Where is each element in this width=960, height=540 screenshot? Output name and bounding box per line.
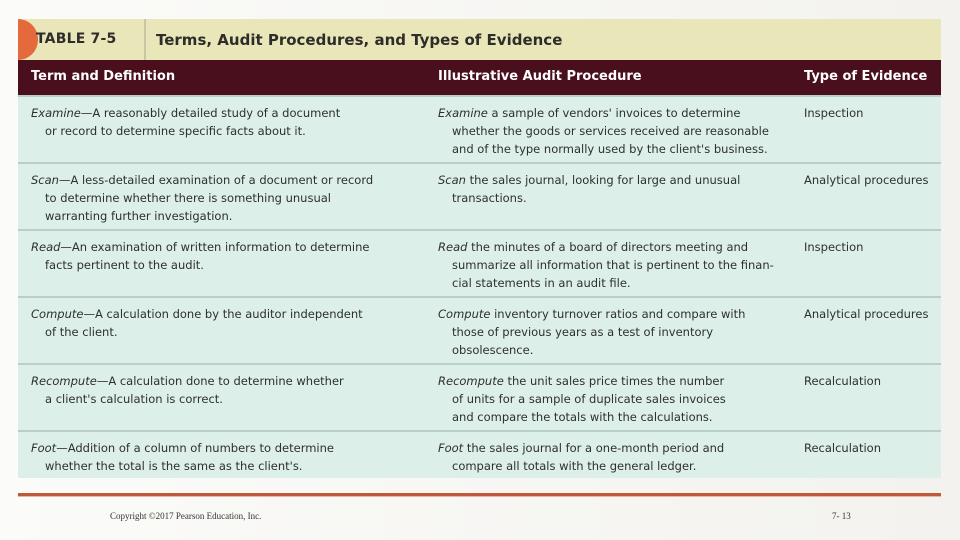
- term-definition-cell-keyword: Compute: [31, 307, 84, 321]
- term-definition-cell-line: a client's calculation is correct.: [45, 392, 223, 406]
- term-definition-cell-keyword: Examine: [31, 106, 81, 120]
- table-row: [18, 162, 941, 229]
- audit-procedure-cell-keyword: Compute: [438, 307, 491, 321]
- audit-procedure-cell-line: [438, 238, 793, 256]
- title-accent-tab: [18, 19, 38, 60]
- header-procedure: Illustrative Audit Procedure: [438, 69, 642, 84]
- audit-procedure-cell-keyword: Read: [438, 240, 468, 254]
- term-definition-cell-line: [31, 439, 426, 457]
- term-definition-cell-text: —An examination of written information to determine: [60, 240, 370, 254]
- footer-divider: [18, 493, 941, 496]
- audit-procedure-cell-keyword: Recompute: [438, 374, 504, 388]
- term-definition-cell-line: or record to determine specific facts about it.: [45, 124, 306, 138]
- audit-procedure-cell-text: the unit sales price times the number: [503, 374, 725, 388]
- audit-procedure-cell-line: summarize all information that is pertinent to the finan-: [452, 258, 774, 272]
- evidence-type-cell: Recalculation: [804, 374, 881, 388]
- table-number: TABLE 7-5: [36, 31, 117, 47]
- audit-procedure-cell-text: the sales journal, looking for large and unusual: [465, 173, 741, 187]
- term-definition-cell-text: —A calculation done by the auditor independent: [83, 307, 363, 321]
- table-title: Terms, Audit Procedures, and Types of Evidence: [156, 31, 563, 49]
- audit-procedure-cell-text: inventory turnover ratios and compare with: [490, 307, 746, 321]
- term-definition-cell-keyword: Recompute: [31, 374, 97, 388]
- audit-procedure-cell-line: compare all totals with the general ledger.: [452, 459, 697, 473]
- evidence-type-cell: Analytical procedures: [804, 173, 929, 187]
- audit-procedure-cell-line: [438, 439, 793, 457]
- audit-procedure-cell-keyword: Foot: [438, 441, 464, 455]
- table-header-row: [18, 60, 941, 95]
- term-definition-cell-text: —A reasonably detailed study of a document: [80, 106, 341, 120]
- copyright-notice: Copyright ©2017 Pearson Education, Inc.: [110, 511, 262, 521]
- audit-procedure-cell-line: transactions.: [452, 191, 527, 205]
- evidence-type-cell: Analytical procedures: [804, 307, 929, 321]
- table-row: [18, 363, 941, 430]
- audit-procedure-cell-line: of units for a sample of duplicate sales invoices: [452, 392, 726, 406]
- audit-procedure-cell-keyword: Examine: [438, 106, 488, 120]
- table-title-bar: [18, 19, 941, 60]
- evidence-type-cell: Inspection: [804, 106, 864, 120]
- audit-procedure-cell-line: obsolescence.: [452, 343, 534, 357]
- term-definition-cell-keyword: Read: [31, 240, 61, 254]
- evidence-type-cell: Inspection: [804, 240, 864, 254]
- term-definition-cell: [31, 305, 426, 341]
- audit-procedure-cell: [438, 439, 793, 475]
- table-row: [18, 229, 941, 296]
- term-definition-cell: [31, 104, 426, 140]
- audit-procedure-cell-keyword: Scan: [438, 173, 466, 187]
- table-row: [18, 430, 941, 478]
- audit-procedure-cell-line: and compare the totals with the calculations.: [452, 410, 713, 424]
- term-definition-cell: [31, 238, 426, 274]
- term-definition-cell-line: [31, 238, 426, 256]
- audit-procedure-cell-line: cial statements in an audit file.: [452, 276, 631, 290]
- evidence-type-cell: Recalculation: [804, 441, 881, 455]
- term-definition-cell-line: [31, 372, 426, 390]
- audit-procedure-cell-line: and of the type normally used by the client's business.: [452, 142, 768, 156]
- term-definition-cell-line: [31, 171, 426, 189]
- table-row: [18, 296, 941, 363]
- audit-procedure-cell-line: [438, 305, 793, 323]
- audit-procedure-cell: [438, 372, 793, 426]
- audit-procedure-cell: [438, 238, 793, 292]
- audit-procedure-cell-line: [438, 104, 793, 122]
- audit-procedure-cell-text: the sales journal for a one-month period and: [463, 441, 725, 455]
- term-definition-cell-text: —Addition of a column of numbers to determine: [56, 441, 334, 455]
- term-definition-cell-text: —A calculation done to determine whether: [96, 374, 344, 388]
- term-definition-cell-line: warranting further investigation.: [45, 209, 233, 223]
- term-definition-cell-line: [31, 104, 426, 122]
- table-row: [18, 95, 941, 162]
- audit-procedure-cell: [438, 305, 793, 359]
- header-evidence: Type of Evidence: [804, 69, 928, 84]
- term-definition-cell-line: of the client.: [45, 325, 118, 339]
- term-definition-cell-line: whether the total is the same as the client's.: [45, 459, 303, 473]
- page-number: 7- 13: [832, 511, 851, 521]
- term-definition-cell-line: [31, 305, 426, 323]
- header-term: Term and Definition: [31, 69, 176, 84]
- term-definition-cell-line: facts pertinent to the audit.: [45, 258, 204, 272]
- audit-procedure-cell-line: [438, 372, 793, 390]
- audit-procedure-cell: [438, 104, 793, 158]
- term-definition-cell-keyword: Foot: [31, 441, 57, 455]
- term-definition-cell-text: —A less-detailed examination of a document or record: [58, 173, 374, 187]
- audit-procedure-cell-text: the minutes of a board of directors meeting and: [467, 240, 749, 254]
- term-definition-cell-line: to determine whether there is something unusual: [45, 191, 331, 205]
- audit-procedure-cell-line: [438, 171, 793, 189]
- audit-procedure-cell-text: a sample of vendors' invoices to determine: [487, 106, 741, 120]
- audit-procedure-cell-line: those of previous years as a test of inventory: [452, 325, 714, 339]
- term-definition-cell: [31, 372, 426, 408]
- term-definition-cell-keyword: Scan: [31, 173, 59, 187]
- evidence-table: [18, 19, 941, 478]
- audit-procedure-cell-line: whether the goods or services received are reasonable: [452, 124, 769, 138]
- term-definition-cell: [31, 171, 426, 225]
- term-definition-cell: [31, 439, 426, 475]
- audit-procedure-cell: [438, 171, 793, 207]
